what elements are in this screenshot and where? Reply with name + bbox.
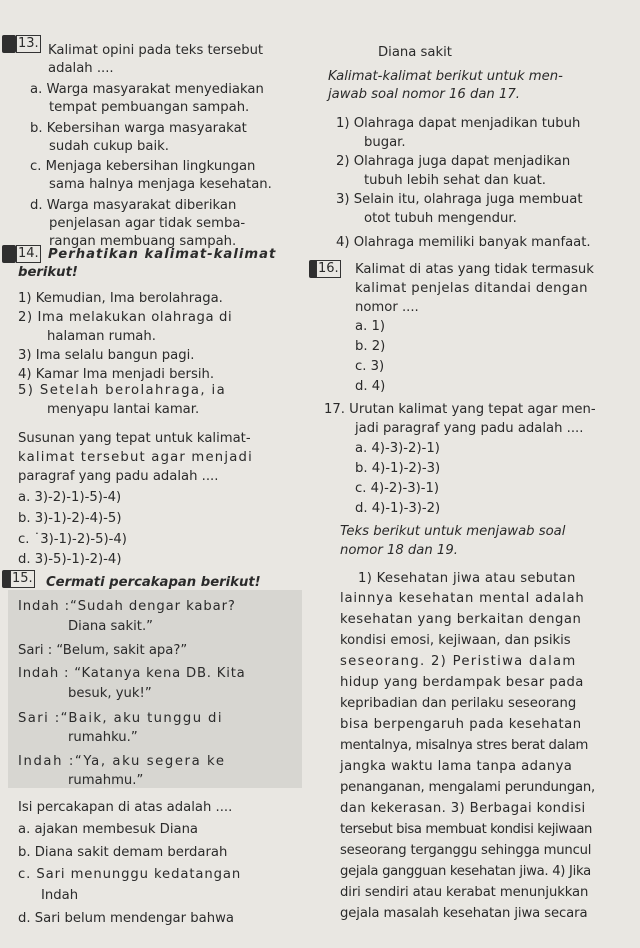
q14-option-b[interactable]: b. 3)-1)-2)-4)-5) [18, 511, 122, 526]
passage-line: penanganan, mengalami perundungan, [340, 780, 596, 795]
dialog-line: rumahmu.” [68, 773, 144, 788]
q16-option-c[interactable]: c. 3) [355, 359, 385, 374]
passage-line: gejala masalah kesehatan jiwa secara [340, 906, 588, 921]
passage-line: kepribadian dan perilaku seseorang [340, 696, 577, 711]
q13-option-c[interactable]: sama halnya menjaga kesehatan. [49, 177, 272, 192]
q13-option-d[interactable]: d. Warga masyarakat diberikan [30, 198, 237, 213]
q16-question: kalimat penjelas ditandai dengan [355, 281, 588, 296]
q14-intro: berikut! [18, 265, 78, 280]
instruction-18-19: nomor 18 dan 19. [340, 543, 458, 558]
q16-question: nomor .... [355, 300, 419, 315]
q17-option-b[interactable]: b. 4)-1)-2)-3) [355, 461, 441, 476]
question-badge-icon [2, 35, 16, 53]
q15-option-d[interactable]: d. Sari belum mendengar bahwa [18, 911, 234, 926]
q14-sentence-2: 2) Ima melakukan olahraga di [18, 310, 233, 325]
dialog-line: Sari :“Baik, aku tunggu di [18, 711, 223, 726]
dialog-line: rumahku.” [68, 730, 138, 745]
passage-line: gejala gangguan kesehatan jiwa. 4) Jika [340, 864, 591, 879]
q14-sentence-3: 3) Ima selalu bangun pagi. [18, 348, 195, 363]
passage-line: diri sendiri atau kerabat menunjukkan [340, 885, 589, 900]
q13-question: Kalimat opini pada teks tersebut [48, 43, 264, 58]
q15-option-c[interactable]: c. Sari menunggu kedatangan [18, 867, 242, 882]
sentence-2: 2) Olahraga juga dapat menjadikan [336, 154, 571, 169]
q16-question: Kalimat di atas yang tidak termasuk [355, 262, 594, 277]
q14-sentence-5: 5) Setelah berolahraga, ia [18, 383, 227, 398]
passage-line: seseorang terganggu sehingga muncul [340, 843, 592, 858]
q16-option-a[interactable]: a. 1) [355, 319, 386, 334]
passage-line: 1) Kesehatan jiwa atau sebutan [358, 571, 576, 586]
dialog-line: Indah :“Sudah dengar kabar? [18, 599, 236, 614]
dialog-line: Indah : “Katanya kena DB. Kita [18, 666, 246, 681]
dialog-line: besuk, yuk!” [68, 686, 152, 701]
q14-option-a[interactable]: a. 3)-2)-1)-5)-4) [18, 490, 122, 505]
q13-option-a[interactable]: a. Warga masyarakat menyediakan [30, 82, 264, 97]
q13-option-b[interactable]: b. Kebersihan warga masyarakat [30, 121, 247, 136]
q16-option-b[interactable]: b. 2) [355, 339, 386, 354]
instruction-16-17: jawab soal nomor 16 dan 17. [328, 87, 520, 102]
q17-option-a[interactable]: a. 4)-3)-2)-1) [355, 441, 440, 456]
q14-sentence-4: 4) Kamar Ima menjadi bersih. [18, 367, 215, 382]
q14-sentence-2: halaman rumah. [47, 329, 156, 344]
sentence-3: 3) Selain itu, olahraga juga membuat [336, 192, 583, 207]
dialog-line: Indah :“Ya, aku segera ke [18, 754, 226, 769]
q13-option-d[interactable]: rangan membuang sampah. [49, 234, 237, 249]
q13-question: adalah .... [48, 61, 114, 76]
sentence-1: 1) Olahraga dapat menjadikan tubuh [336, 116, 581, 131]
question-number-15: 15. [12, 571, 33, 586]
sentence-1: bugar. [364, 135, 406, 150]
q14-sentence-5: menyapu lantai kamar. [47, 402, 200, 417]
q14-prompt: kalimat tersebut agar menjadi [18, 450, 253, 465]
sentence-4: 4) Olahraga memiliki banyak manfaat. [336, 235, 591, 250]
q15-intro: Cermati percakapan berikut! [46, 575, 261, 590]
sentence-2: tubuh lebih sehat dan kuat. [364, 173, 546, 188]
sentence-3: otot tubuh mengendur. [364, 211, 517, 226]
q14-intro: Perhatikan kalimat-kalimat [48, 247, 277, 262]
question-number-16: 16. [318, 261, 339, 276]
passage-line: kesehatan yang berkaitan dengan [340, 612, 582, 627]
q15-option-a[interactable]: a. ajakan membesuk Diana [18, 822, 199, 837]
q14-option-d[interactable]: d. 3)-5)-1)-2)-4) [18, 552, 122, 567]
q14-option-c[interactable]: c. ˙3)-1)-2)-5)-4) [18, 532, 127, 547]
passage-line: dan kekerasan. 3) Berbagai kondisi [340, 801, 586, 816]
question-number-13: 13. [18, 36, 39, 51]
passage-line: hidup yang berdampak besar pada [340, 675, 584, 690]
question-badge-icon [2, 245, 16, 263]
q13-option-a[interactable]: tempat pembuangan sampah. [49, 100, 250, 115]
question-number-14: 14. [18, 246, 39, 261]
q13-option-b[interactable]: sudah cukup baik. [49, 139, 169, 154]
q14-prompt: Susunan yang tepat untuk kalimat- [18, 431, 251, 446]
dialog-line: Sari : “Belum, sakit apa?” [18, 643, 188, 658]
q16-option-d[interactable]: d. 4) [355, 379, 386, 394]
q17-option-c[interactable]: c. 4)-2)-3)-1) [355, 481, 440, 496]
q13-option-d[interactable]: penjelasan agar tidak semba- [49, 216, 246, 231]
instruction-16-17: Kalimat-kalimat berikut untuk men- [328, 69, 563, 84]
q17-question: 17. Urutan kalimat yang tepat agar men- [324, 402, 596, 417]
passage-line: bisa berpengaruh pada kesehatan [340, 717, 582, 732]
passage-line: jangka waktu lama tanpa adanya [340, 759, 573, 774]
passage-line: mentalnya, misalnya stres berat dalam [340, 738, 589, 753]
q15-prompt: Isi percakapan di atas adalah .... [18, 800, 233, 815]
q14-prompt: paragraf yang padu adalah .... [18, 469, 219, 484]
passage-line: tersebut bisa membuat kondisi kejiwaan [340, 822, 593, 837]
text-title: Diana sakit [378, 45, 452, 60]
q13-option-c[interactable]: c. Menjaga kebersihan lingkungan [30, 159, 256, 174]
instruction-18-19: Teks berikut untuk menjawab soal [340, 524, 566, 539]
q15-option-b[interactable]: b. Diana sakit demam berdarah [18, 845, 228, 860]
passage-line: kondisi emosi, kejiwaan, dan psikis [340, 633, 571, 648]
dialog-line: Diana sakit.” [68, 619, 153, 634]
q15-option-c[interactable]: Indah [41, 888, 79, 903]
q17-question: jadi paragraf yang padu adalah .... [355, 421, 584, 436]
q14-sentence-1: 1) Kemudian, Ima berolahraga. [18, 291, 223, 306]
passage-line: lainnya kesehatan mental adalah [340, 591, 585, 606]
q17-option-d[interactable]: d. 4)-1)-3)-2) [355, 501, 441, 516]
passage-line: seseorang. 2) Peristiwa dalam [340, 654, 577, 669]
